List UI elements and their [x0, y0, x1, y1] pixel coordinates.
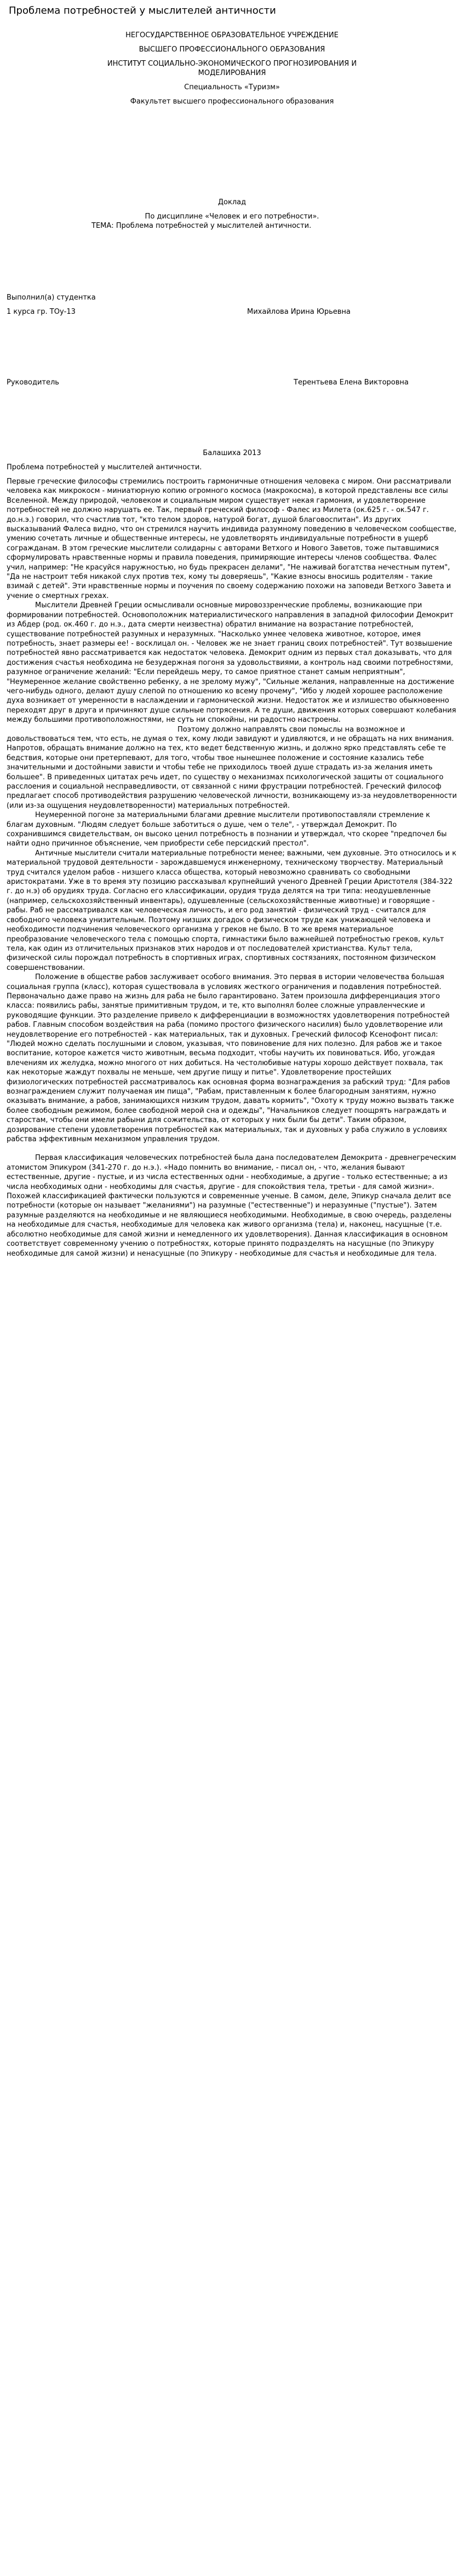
- supervisor-name: Терентьева Елена Викторовна: [294, 378, 409, 387]
- paragraph-4: Неумеренной погоне за материальными благами древние мыслители противопоставляли стремление к благам духовным. "Людям следует больше заботиться о душе, чем о теле", - утверждал Демокрит. По сохранившимся свидетельствам, он высоко ценил потребность в познании и утверждал, что скорее "предпочел бы найти одно причинное объяснение, чем приобрести себе персидский престол".: [7, 811, 447, 848]
- paragraph-7: Первая классификация человеческих потребностей была дана последователем Демокрита - древнегреческим атомистом Эпикуром (341-270 г. до н.э.). «Надо помнить во внимание, - писал он, - что, желания бывают естественные, другие - пустые, и из числа естественных одни - необходимые, а другие - только естественные; а из числа необходимых одни - необходимы для счастья, другие - для спокойствия тела, третьи - для самой жизни». Похожей классификацией фактически пользуются и современные ученые. В самом, деле, Эпикур сначала делит все потребности (которые он называет "желаниями") на разумные ("естественные") и неразумные ("пустые"). Затем разумные разделяются на необходимые и не являющиеся необходимыми. Необходимые, в свою очередь, разделены на необходимые для счастья, необходимые для человека как живого организма (тела) и, наконец, насущные (т.е. абсолютно необходимые для самой жизни и немедленного их удовлетворения). Данная классификация в основном соответствует современному учению о потребностях, которые принято подразделять на насущные (по Эпикуру необходимые для самой жизни) и ненасущные (по Эпикуру - необходимые для счастья и необходимые для тела.: [7, 1154, 456, 1258]
- report-title: Доклад: [217, 198, 247, 206]
- author-group: 1 курса гр. ТОу-13: [7, 308, 76, 316]
- header-line-2: ВЫСШЕГО ПРОФЕССИОНАЛЬНОГО ОБРАЗОВАНИЯ: [139, 45, 325, 54]
- paragraph-5: Античные мыслители считали материальные потребности менее; важными, чем духовные. Это относилось и к материальной трудовой деятельности - зарождавшемуся инженерному, техническому творчеству. Материальный труд считался уделом рабов - низшего класса общества, который невозможно сравнивать со свободными аристократами. Уже в то время эту позицию рассказывал крупнейший ученого Древней Греции Аристотеля (384-322 г. до н.э) об орудиях труда. Согласно его классификации, орудия труда делятся на три типа: неодушевленные (например, сельскохозяйственный инвентарь), одушевленные (сельскохозяйственные животные) и говорящие - рабы. Раб не рассматривался как человеческая личность, и его род занятий - физический труд - считался для свободного человека унизительным. Поэтому низших догадок о физическом труде как унижающей человека и необходимости подчинения человеческого организма у греков не было. В то же время материальное преобразование человеческого тела с помощью спорта, гимнастики было важнейшей потребностью греков, культ тела, как один из отличительных признаков этих народов и от последователей христианства. Культ тела, физической силы порождал потребность в спортивных играх, спортивных состязаниях, постоянном физическом совершенствовании.: [7, 849, 457, 972]
- body-heading: Проблема потребностей у мыслителей античности.: [7, 463, 202, 472]
- paragraph-2: Мыслители Древней Греции осмысливали основные мировоззренческие проблемы, возникающие при формировании потребностей. Основоположник материалистического направления в западной философии Демокрит из Абдер (род. ок.460 г. до н.э., дата смерти неизвестна) обратил внимание на возрастание потребностей, существование потребностей разумных и неразумных. "Насколько умнее человека животное, которое, имея потребность, знает размеры ее! - восклицал он. - Человек же не знает границ своих потребностей". Тут возвышение потребностей явно рассматривается как недостаток человека. Демокрит одним из первых стал доказывать, что для достижения счастья необходима не безудержная погоня за удовольствиями, а контроль над своими потребностями, разумное ограничение желаний: "Если перейдешь меру, то самое приятное станет самым неприятным", "Неумеренное желание свойственно ребенку, а не зрелому мужу", "Сильные желания, направленные на достижение чего-нибудь одного, делают душу слепой по отношению ко всему прочему", "Ибо у людей хорошее расположение духа возникает от умеренности в наслаждении и гармонической жизни. Недостаток же и излишество обыкновенно переходят друг в друга и причиняют душе сильные потрясения. А те души, движения которых совершают колебания между большими противоположностями, не суть ни спокойны, ни радостно настроены.: [7, 601, 456, 725]
- supervisor-label: Руководитель: [7, 378, 59, 387]
- paragraph-3: Поэтому должно направлять свои помыслы на возможное и довольствоваться тем, что есть, не думая о тех, кому люди завидуют и удивляются, и не обращать на них внимания. Напротов, обращать внимание должно на тех, кто ведет бедственную жизнь, и должно ярко представлять себе те бедствия, которые они претерпевают, для того, чтобы твое нынешнее положение и состояние казались тебе значительными и достойными зависти и чтобы тебе не приходилось твоей душе страдать из-за желания иметь большее". В приведенных цитатах речь идет, по существу о механизмах психологической защиты от социального расслоения и социальной несправедливости, от связанной с ними фрустрации потребностей. Греческий философ предлагает способ противодействия разрушению человеческой личности, возникающему из-за неудовлетворенности (или из-за ощущения неудовлетворенности) материальных потребностей.: [7, 725, 457, 810]
- specialty-line: Специальность «Туризм»: [184, 83, 280, 91]
- city-year: Балашиха 2013: [203, 449, 261, 457]
- paragraph-6: Положение в обществе рабов заслуживает особого внимания. Это первая в истории человечества большая социальная группа (класс), которая существовала в условиях жесткого ограничения и подавления потребностей. Первоначально даже право на жизнь для раба не было гарантировано. Затем произошла дифференциация этого класса: появились рабы, занятые примитивным трудом, и те, кто выполнял более сложные управленческие и руководящие функции. Это разделение привело к дифференциации в возможностях удовлетворения потребностей рабов. Главным способом воздействия на раба (помимо простого физического насилия) было удовлетворение или неудовлетворение его потребностей - как материальных, так и духовных. Греческий философ Ксенофонт писал: "Людей можно сделать послушными и словом, указывая, что повиновение для них полезно. Для рабов же и такое воспитание, которое кажется чисто животным, весьма подходит, чтобы научить их повиноваться. Ибо, угождая влечениям их желудка, можно многого от них добиться. На честолюбивые натуры хорошо действует похвала, так как некоторые жаждут похвалы не меньше, чем другие пищу и питье". Удовлетворение простейших физиологических потребностей рассматривалось как основная форма вознаграждения за рабский труд: "Для рабов вознаграждением служит получаемая им пища", "Рабам, приставленным к более благородным занятиям, нужно оказывать внимание, а рабов, занимающихся низким трудом, давать кормить", "Охоту к труду можно вызвать также более свободным режимом, более свободной мерой сна и одежды", "Начальников следует поощрять награждать и старостам, чтобы они имели рабыни для сожительства, от которых у них были бы дети". Таким образом, дозирование степени удовлетворения потребностей как материальных, так и духовных у раба служило в условиях рабства эффективным механизмом управления трудом.: [7, 973, 454, 1144]
- faculty-line: Факультет высшего профессионального образования: [130, 97, 334, 106]
- report-topic: ТЕМА: Проблема потребностей у мыслителей античности.: [91, 222, 312, 230]
- body-text: [7, 477, 457, 1258]
- header-line-4: МОДЕЛИРОВАНИЯ: [198, 69, 266, 77]
- header-line-3: ИНСТИТУТ СОЦИАЛЬНО-ЭКОНОМИЧЕСКОГО ПРОГНОЗИРОВАНИЯ И: [107, 60, 357, 68]
- author-label: Выполнил(а) студентка: [7, 294, 96, 302]
- header-line-1: НЕГОСУДАРСТВЕННОЕ ОБРАЗОВАТЕЛЬНОЕ УЧРЕЖДЕНИЕ: [125, 31, 339, 39]
- report-discipline: По дисциплине «Человек и его потребности».: [145, 212, 319, 221]
- author-name: Михайлова Ирина Юрьевна: [247, 308, 351, 316]
- page-title: Проблема потребностей у мыслителей античности: [9, 5, 276, 16]
- paragraph-1: Первые греческие философы стремились построить гармоничные отношения человека с миром. Они рассматривали человека как микрокосм - миниатюрную копию огромного космоса (макрокосма), в которой представлены все силы Вселенной. Между природой, человеком и социальным миром существует некая гармония, и удовлетворение потребностей не должно нарушать ее. Так, первый греческий философ - Фалес из Милета (ок.625 г. - ок.547 г. до.н.э.) говорил, что счастлив тот, "кто телом здоров, натурой богат, душой благовоспитан". Из других высказываний Фалеса видно, что он стремился научить индивида разумному поведению в человеческом сообществе, умению сочетать личные и общественные интересы, не удовлетворять индивидуальные потребности в ущерб согражданам. В этом греческие мыслители солидарны с авторами Ветхого и Нового Заветов, тоже пытавшимися сформулировать нравственные нормы и правила поведения, примиряющие интересы членов сообщества. Фалес учил, например: "Не красуйся наружностью, но будь прекрасен делами", "Не наживай богатства нечестным путем", "Да не настроит тебя никакой слух против тех, кому ты доверяешь", "Какие взносы вносишь родителям - такие взимай с детей". Эти нравственные нормы и поучения по своему содержанию похожи на заповеди Ветхого Завета и учение о смертных грехах.: [7, 478, 457, 600]
